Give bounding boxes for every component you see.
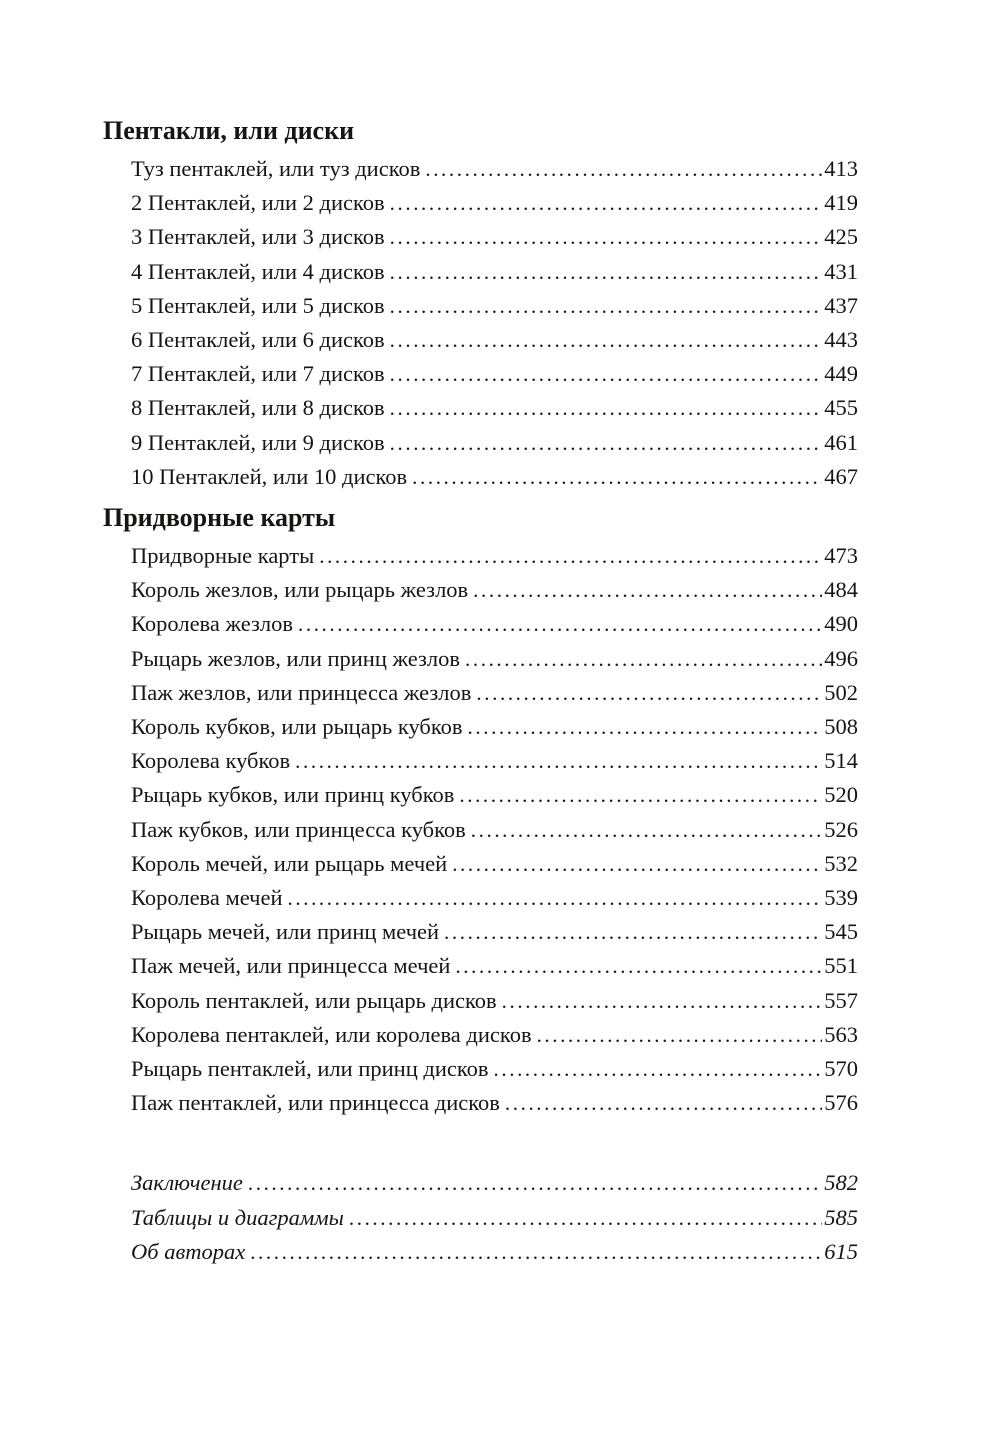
toc-entry (103, 1235, 858, 1269)
toc-entry (103, 573, 858, 607)
toc-entry (103, 847, 858, 881)
toc-leader-dots (494, 1052, 823, 1086)
toc-entry-title: 8 Пентаклей, или 8 дисков (131, 395, 385, 421)
toc-entry-title: Паж пентаклей, или принцесса дисков (131, 1090, 500, 1116)
toc-entry (103, 778, 858, 812)
toc-entry-page: 484 (824, 577, 858, 603)
toc-entry-title: Король кубков, или рыцарь кубков (131, 714, 463, 740)
toc-entry-page: 455 (824, 395, 858, 421)
toc-entry-page: 526 (824, 816, 858, 842)
toc-leader-dots (452, 847, 822, 881)
toc-entry-page: 461 (824, 429, 858, 455)
toc-leader-dots (390, 426, 823, 460)
toc-entry (103, 1166, 858, 1200)
toc-entry-title: Паж мечей, или принцесса мечей (131, 953, 451, 979)
toc-entry-page: 508 (824, 714, 858, 740)
toc-entry-title: 7 Пентаклей, или 7 дисков (131, 361, 385, 387)
toc-entry-page: 551 (824, 953, 858, 979)
toc-leader-dots (248, 1166, 822, 1200)
toc-entry (103, 289, 858, 323)
toc-entry-page: 615 (824, 1238, 858, 1264)
toc-leader-dots (425, 152, 822, 186)
toc-leader-dots (390, 391, 823, 425)
toc-entry-page: 520 (824, 782, 858, 808)
toc-entry-title: Рыцарь мечей, или принц мечей (131, 919, 440, 945)
toc-entry-title: 4 Пентаклей, или 4 дисков (131, 258, 385, 284)
toc-leader-dots (505, 1086, 822, 1120)
toc-leader-dots (349, 1201, 822, 1235)
toc-leader-dots (295, 744, 822, 778)
toc-leader-dots (288, 881, 823, 915)
toc-entry (103, 323, 858, 357)
toc-entry (103, 1018, 858, 1052)
toc-entry-title: Об авторах (131, 1238, 246, 1264)
toc-entry-page: 570 (824, 1056, 858, 1082)
toc-sections (103, 112, 858, 1120)
toc-leader-dots (390, 289, 823, 323)
toc-entry-page: 514 (824, 748, 858, 774)
toc-back-matter (103, 1166, 858, 1269)
toc-leader-dots (473, 573, 822, 607)
toc-entry (103, 186, 858, 220)
toc-entry-title: Королева жезлов (131, 611, 293, 637)
toc-entry (103, 1201, 858, 1235)
toc-entry (103, 915, 858, 949)
toc-entry (103, 255, 858, 289)
toc-entry-page: 502 (824, 679, 858, 705)
toc-entry (103, 881, 858, 915)
toc-entry-title: Рыцарь кубков, или принц кубков (131, 782, 455, 808)
toc-entry-page: 496 (824, 645, 858, 671)
toc-entry (103, 607, 858, 641)
toc-leader-dots (476, 676, 822, 710)
toc-entry (103, 710, 858, 744)
toc-entry (103, 984, 858, 1018)
toc-entry-title: Королева мечей (131, 885, 283, 911)
toc-entry-title: Паж жезлов, или принцесса жезлов (131, 679, 472, 705)
toc-leader-dots (412, 460, 822, 494)
toc-entry (103, 152, 858, 186)
toc-leader-dots (465, 642, 822, 676)
toc-entry-title: Рыцарь пентаклей, или принц дисков (131, 1056, 489, 1082)
toc-leader-dots (390, 220, 823, 254)
toc-entry-title: Придворные карты (131, 543, 315, 569)
toc-entry-page: 419 (824, 190, 858, 216)
toc-entry-title: 2 Пентаклей, или 2 дисков (131, 190, 385, 216)
toc-entry (103, 539, 858, 573)
toc-leader-dots (471, 813, 822, 847)
toc-entry (103, 460, 858, 494)
toc-entry-title: Король мечей, или рыцарь мечей (131, 850, 448, 876)
toc-leader-dots (390, 323, 823, 357)
toc-entry-page: 545 (824, 919, 858, 945)
toc-entry-title: Таблицы и диаграммы (131, 1204, 344, 1230)
toc-entry-page: 467 (824, 463, 858, 489)
toc-entry (103, 1052, 858, 1086)
toc-leader-dots (250, 1235, 822, 1269)
toc-entry (103, 949, 858, 983)
toc-entry-title: 5 Пентаклей, или 5 дисков (131, 292, 385, 318)
toc-entry-page: 539 (824, 885, 858, 911)
toc-entry-title: 3 Пентаклей, или 3 дисков (131, 224, 385, 250)
toc-entry (103, 744, 858, 778)
toc-leader-dots (390, 186, 823, 220)
toc-entry-page: 490 (824, 611, 858, 637)
toc-entry-page: 437 (824, 292, 858, 318)
toc-entry-title: 9 Пентаклей, или 9 дисков (131, 429, 385, 455)
toc-entry-title: 6 Пентаклей, или 6 дисков (131, 327, 385, 353)
toc-entry-page: 425 (824, 224, 858, 250)
toc-leader-dots (468, 710, 823, 744)
toc-leader-dots (298, 607, 822, 641)
toc-entry (103, 1086, 858, 1120)
toc-entry-page: 582 (824, 1170, 858, 1196)
toc-leader-dots (319, 539, 822, 573)
toc-entry-page: 443 (824, 327, 858, 353)
toc-entry-title: 10 Пентаклей, или 10 дисков (131, 463, 408, 489)
section-heading: Придворные карты (103, 503, 336, 533)
toc-entry (103, 220, 858, 254)
toc-leader-dots (390, 357, 823, 391)
toc-entry-title: Король жезлов, или рыцарь жезлов (131, 577, 469, 603)
toc-entry-page: 557 (824, 987, 858, 1013)
toc-entry-title: Заключение (131, 1170, 243, 1196)
toc-entry-title: Королева кубков (131, 748, 291, 774)
toc-entry-page: 449 (824, 361, 858, 387)
toc-leader-dots (455, 949, 822, 983)
toc-entry-title: Король пентаклей, или рыцарь дисков (131, 987, 497, 1013)
toc-entry-page: 431 (824, 258, 858, 284)
toc-leader-dots (537, 1018, 823, 1052)
toc-entry (103, 426, 858, 460)
toc-leader-dots (459, 778, 822, 812)
toc-entry (103, 676, 858, 710)
toc-entry-page: 413 (824, 156, 858, 181)
toc-leader-dots (502, 984, 823, 1018)
toc-entry (103, 357, 858, 391)
toc-entry-page: 473 (824, 543, 858, 569)
toc-entry-page: 585 (824, 1204, 858, 1230)
toc-entry (103, 642, 858, 676)
toc-entry (103, 813, 858, 847)
toc-entry-title: Королева пентаклей, или королева дисков (131, 1021, 532, 1047)
toc-entry-title: Туз пентаклей, или туз дисков (131, 156, 421, 181)
toc-leader-dots (444, 915, 822, 949)
toc-entry-title: Паж кубков, или принцесса кубков (131, 816, 466, 842)
section-heading: Пентакли, или диски (103, 116, 355, 145)
toc-entry-page: 576 (824, 1090, 858, 1116)
toc-entry-title: Рыцарь жезлов, или принц жезлов (131, 645, 461, 671)
toc-entry (103, 391, 858, 425)
toc-leader-dots (390, 255, 823, 289)
toc-entry-page: 563 (824, 1021, 858, 1047)
toc-entry-page: 532 (824, 850, 858, 876)
